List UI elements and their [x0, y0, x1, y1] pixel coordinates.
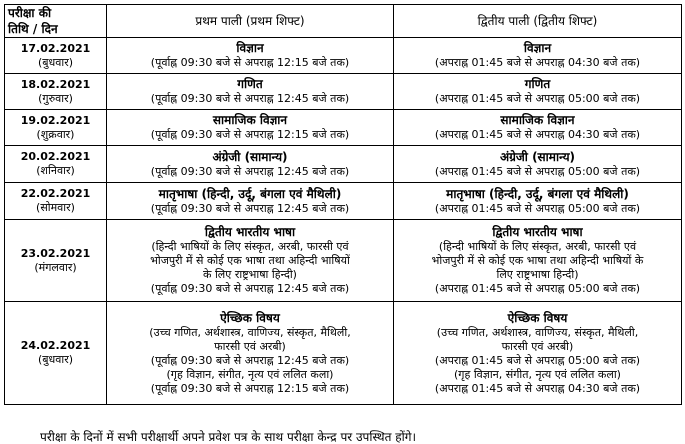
- subject-description: भोजपुरी में से कोई एक भाषा तथा अहिन्दी भाषियों के: [431, 254, 644, 267]
- subject-description: (हिन्दी भाषियों के लिए संस्कृत, अरबी, फारसी एवं: [438, 240, 637, 253]
- subject-name: अंग्रेजी (सामान्य): [499, 149, 576, 164]
- first-shift-cell: [107, 110, 394, 146]
- shift-time: (पूर्वाह्न 09:30 बजे से अपराह्न 12:45 बजे तक): [150, 201, 350, 215]
- date-cell: [5, 220, 107, 302]
- shift-time: (अपराह्न 01:45 बजे से अपराह्न 04:30 बजे तक): [434, 56, 641, 69]
- table-row: [5, 220, 682, 302]
- table-row: [5, 183, 682, 220]
- date-cell: [5, 38, 107, 74]
- date-cell: [5, 146, 107, 183]
- shift-time: (अपराह्न 01:45 बजे से अपराह्न 04:30 बजे तक): [434, 381, 641, 395]
- first-shift-cell: [107, 220, 394, 302]
- exam-day: (मंगलवार): [34, 260, 77, 274]
- subject-name: सामाजिक विज्ञान: [500, 113, 575, 127]
- table-row: [5, 74, 682, 110]
- shift-time: (अपराह्न 01:45 बजे से अपराह्न 05:00 बजे तक): [434, 164, 641, 178]
- shift-time: (अपराह्न 01:45 बजे से अपराह्न 04:30 बजे तक): [434, 128, 641, 141]
- subject-description: फारसी एवं अरबी): [501, 339, 574, 353]
- subject-name: विज्ञान: [236, 41, 264, 55]
- table-row: [5, 146, 682, 183]
- shift-time: (पूर्वाह्न 09:30 बजे से अपराह्न 12:15 बजे तक): [150, 56, 350, 69]
- table-row: [5, 302, 682, 405]
- date-cell: [5, 110, 107, 146]
- exam-day: (बुधवार): [37, 353, 74, 366]
- second-shift-cell: [394, 38, 682, 74]
- shift-time: (पूर्वाह्न 09:30 बजे से अपराह्न 12:45 बजे तक): [150, 353, 350, 367]
- table-row: [5, 110, 682, 146]
- date-cell: [5, 74, 107, 110]
- date-cell: [5, 302, 107, 405]
- exam-date: 18.02.2021: [20, 77, 91, 91]
- first-shift-cell: [107, 183, 394, 220]
- shift-time: (पूर्वाह्न 09:30 बजे से अपराह्न 12:15 बजे तक): [150, 128, 350, 141]
- exam-schedule-table: [4, 4, 682, 405]
- shift-time: (पूर्वाह्न 09:30 बजे से अपराह्न 12:45 बजे तक): [150, 282, 350, 295]
- subject-name: ऐच्छिक विषय: [220, 310, 280, 325]
- subject-name: मातृभाषा (हिन्दी, उर्दू, बंगला एवं मैथिली): [446, 186, 629, 201]
- exam-day: (शुक्रवार): [36, 127, 75, 141]
- first-shift-cell: [107, 38, 394, 74]
- exam-date: 22.02.2021: [20, 187, 91, 200]
- table-row: [5, 38, 682, 74]
- first-shift-cell: [107, 146, 394, 183]
- exam-date: 19.02.2021: [20, 113, 91, 127]
- date-header-line2: तिथि / दिन: [8, 22, 58, 36]
- second-shift-cell: [394, 220, 682, 302]
- date-column-header: [5, 5, 107, 38]
- shift-time: (पूर्वाह्न 09:30 बजे से अपराह्न 12:45 बजे तक): [150, 164, 350, 178]
- date-header-line1: परीक्षा की: [8, 6, 52, 20]
- subject-name: गणित: [237, 77, 263, 91]
- subject-name: सामाजिक विज्ञान: [212, 113, 288, 127]
- exam-date: 24.02.2021: [20, 339, 91, 352]
- subject-description: (उच्च गणित, अर्थशास्त्र, वाणिज्य, संस्कृत, मैथिली,: [436, 325, 639, 339]
- subject-name: ऐच्छिक विषय: [507, 310, 568, 325]
- exam-day: (गुरुवार): [38, 91, 73, 105]
- footer-text-fragment: परीक्षा के दिनों में सभी परीक्षार्थी अपने प्रवेश पत्र के साथ परीक्षा केन्द्र पर उपस्थित होंगे।: [40, 430, 417, 444]
- subject-description: (गृह विज्ञान, संगीत, नृत्य एवं ललित कला): [454, 367, 621, 381]
- second-shift-cell: [394, 110, 682, 146]
- subject-description: (हिन्दी भाषियों के लिए संस्कृत, अरबी, फारसी एवं: [151, 240, 349, 253]
- subject-name: द्वितीय भारतीय भाषा: [492, 225, 583, 239]
- exam-date: 20.02.2021: [20, 150, 91, 163]
- subject-description: (उच्च गणित, अर्थशास्त्र, वाणिज्य, संस्कृत, मैथिली,: [149, 325, 351, 339]
- subject-name: विज्ञान: [523, 41, 552, 55]
- date-cell: [5, 183, 107, 220]
- first-shift-header: प्रथम पाली (प्रथम शिफ्ट): [107, 5, 394, 38]
- second-shift-header: द्वितीय पाली (द्वितीय शिफ्ट): [394, 5, 682, 38]
- exam-date: 17.02.2021: [20, 41, 91, 55]
- subject-description: लिए राष्ट्रभाषा हिन्दी): [496, 268, 579, 281]
- shift-time: (अपराह्न 01:45 बजे से अपराह्न 05:00 बजे तक): [434, 201, 641, 215]
- shift-time: (अपराह्न 01:45 बजे से अपराह्न 05:00 बजे तक): [434, 282, 641, 295]
- subject-name: गणित: [524, 77, 551, 91]
- subject-name: द्वितीय भारतीय भाषा: [204, 225, 296, 239]
- header-row: [5, 5, 682, 38]
- second-shift-cell: [394, 146, 682, 183]
- second-shift-cell: [394, 183, 682, 220]
- shift-time: (अपराह्न 01:45 बजे से अपराह्न 05:00 बजे तक): [434, 353, 641, 367]
- second-shift-cell: [394, 302, 682, 405]
- subject-description: के लिए राष्ट्रभाषा हिन्दी): [203, 268, 297, 281]
- subject-description: फारसी एवं अरबी): [214, 339, 286, 353]
- subject-name: अंग्रेजी (सामान्य): [212, 149, 288, 164]
- shift-time: (पूर्वाह्न 09:30 बजे से अपराह्न 12:45 बजे तक): [150, 92, 350, 105]
- subject-description: भोजपुरी में से कोई एक भाषा तथा अहिन्दी भाषियों: [150, 254, 350, 267]
- exam-day: (बुधवार): [37, 55, 74, 69]
- second-shift-cell: [394, 74, 682, 110]
- first-shift-cell: [107, 74, 394, 110]
- first-shift-cell: [107, 302, 394, 405]
- shift-time: (पूर्वाह्न 09:30 बजे से अपराह्न 12:15 बजे तक): [150, 381, 350, 395]
- exam-day: (शनिवार): [36, 164, 75, 177]
- shift-time: (अपराह्न 01:45 बजे से अपराह्न 05:00 बजे तक): [434, 92, 641, 105]
- exam-day: (सोमवार): [36, 201, 75, 214]
- exam-date: 23.02.2021: [20, 246, 91, 260]
- subject-description: (गृह विज्ञान, संगीत, नृत्य एवं ललित कला): [166, 367, 334, 381]
- subject-name: मातृभाषा (हिन्दी, उर्दू, बंगला एवं मैथिली): [158, 186, 342, 201]
